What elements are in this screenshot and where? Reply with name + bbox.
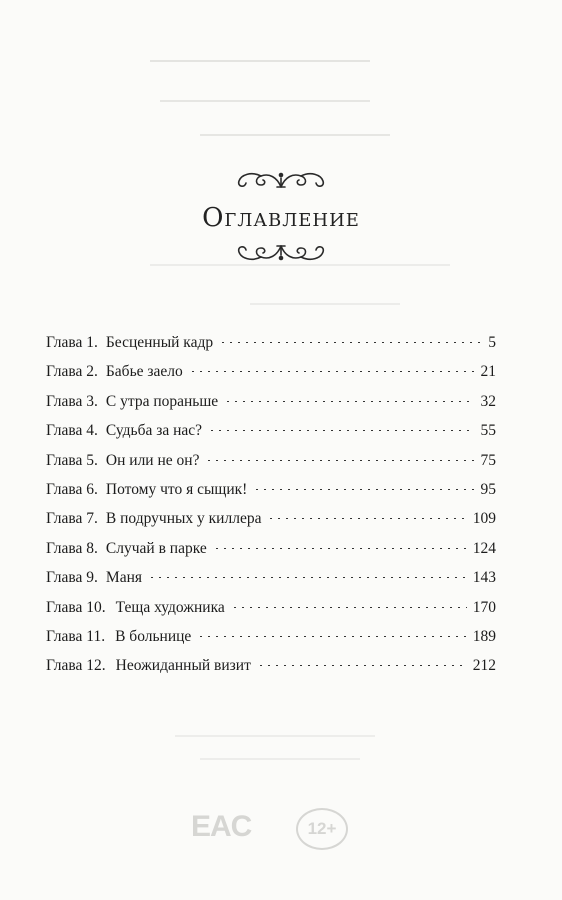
page-number: 21: [480, 363, 496, 381]
decorative-flourish-bottom: [231, 242, 331, 270]
chapter-number: Глава 4.: [46, 422, 98, 440]
toc-entry[interactable]: [46, 357, 496, 386]
page-number: 212: [472, 657, 496, 675]
page-number: 32: [480, 392, 496, 410]
chapter-title: Бабье заело: [105, 363, 183, 381]
toc-entry[interactable]: [46, 563, 496, 592]
dot-leader: [197, 636, 466, 637]
chapter-title: Бесценный кадр: [105, 334, 214, 351]
bleed-through-text: [175, 735, 375, 737]
age-rating-bleed-through: 12+: [296, 808, 348, 850]
page-number: 189: [472, 627, 496, 645]
page-number: 143: [472, 569, 496, 587]
dot-leader: [189, 371, 475, 372]
page-number: 170: [472, 598, 496, 616]
chapter-title: Случай в парке: [105, 539, 207, 557]
chapter-number: Глава 12.: [46, 657, 106, 675]
chapter-number: Глава 9.: [46, 569, 98, 587]
dot-leader: [213, 548, 467, 549]
chapter-number: Глава 5.: [46, 451, 98, 469]
dot-leader: [231, 607, 467, 608]
dot-leader: [224, 401, 474, 402]
chapter-title: Маня: [105, 569, 142, 587]
chapter-title: Судьба за нас?: [105, 422, 203, 440]
bleed-through-text: [250, 303, 400, 305]
page-title: Оглавление: [202, 203, 360, 233]
toc-entry[interactable]: [46, 416, 496, 445]
chapter-number: Глава 10.: [46, 598, 106, 616]
dot-leader: [267, 518, 466, 519]
chapter-title: В подручных у киллера: [105, 510, 262, 528]
dot-leader: [205, 460, 474, 461]
page-number: 5: [488, 334, 496, 351]
toc-entry[interactable]: [46, 475, 496, 504]
toc-entry[interactable]: [46, 446, 496, 475]
bleed-through-text: [200, 134, 390, 136]
chapter-number: Глава 11.: [46, 627, 106, 645]
chapter-number: Глава 8.: [46, 539, 98, 557]
table-of-contents: [46, 328, 496, 681]
chapter-number: Глава 3.: [46, 392, 98, 410]
chapter-title: Он или не он?: [105, 451, 200, 469]
chapter-title: Теща художника: [115, 598, 225, 616]
chapter-number: Глава 1.: [46, 334, 98, 351]
chapter-number: Глава 7.: [46, 510, 98, 528]
page-number: 109: [472, 510, 496, 528]
toc-entry[interactable]: [46, 387, 496, 416]
dot-leader: [219, 342, 480, 343]
toc-entry[interactable]: [46, 651, 496, 680]
chapter-number: Глава 6.: [46, 480, 98, 498]
bleed-through-text: [200, 758, 360, 760]
chapter-title: В больнице: [115, 627, 192, 645]
dot-leader: [148, 577, 467, 578]
chapter-title: Неожиданный визит: [115, 657, 251, 675]
chapter-title: Потому что я сыщик!: [105, 480, 248, 498]
toc-entry[interactable]: [46, 504, 496, 533]
bleed-through-text: [150, 60, 370, 62]
page-number: 75: [480, 451, 496, 469]
page-number: 55: [480, 422, 496, 440]
page-number: 95: [480, 480, 496, 498]
dot-leader: [253, 489, 474, 490]
page-number: 124: [472, 539, 496, 557]
dot-leader: [208, 430, 474, 431]
eac-mark-bleed-through: EAC: [191, 810, 252, 843]
toc-entry[interactable]: [46, 534, 496, 563]
toc-entry[interactable]: [46, 328, 496, 357]
chapter-number: Глава 2.: [46, 363, 98, 381]
toc-entry[interactable]: [46, 593, 496, 622]
bleed-through-text: [160, 100, 370, 102]
decorative-flourish-top: [231, 163, 331, 191]
toc-entry[interactable]: [46, 622, 496, 651]
chapter-title: С утра пораньше: [105, 392, 219, 410]
dot-leader: [257, 665, 467, 666]
